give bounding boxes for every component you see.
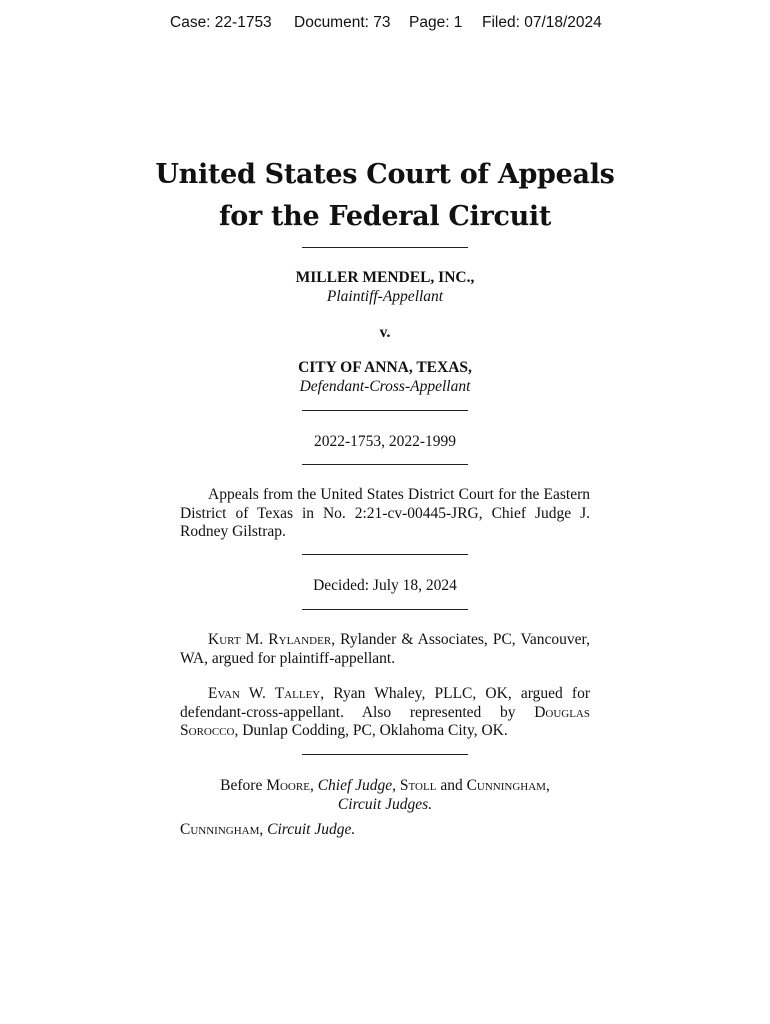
attorney-details: , Dunlap Codding, PC, Oklahoma City, OK. — [234, 722, 508, 739]
comma-separator: , — [392, 777, 400, 794]
panel-line — [180, 776, 590, 814]
appellant-name: MILLER MENDEL, INC., — [295, 269, 475, 286]
counsel-appellant — [180, 631, 590, 668]
divider-rule — [302, 754, 468, 755]
period: . — [428, 796, 433, 813]
period: . — [351, 821, 356, 838]
appellant-block — [180, 268, 590, 306]
counsel-appellee — [180, 685, 590, 741]
judge-name: Moore — [266, 777, 310, 794]
filing-header — [170, 14, 610, 34]
divider-rule — [302, 554, 468, 555]
decided-date: Decided: July 18, 2024 — [313, 577, 457, 594]
comma-separator: , — [259, 821, 268, 838]
appellant-role: Plaintiff-Appellant — [326, 288, 444, 305]
opinion-author — [180, 821, 590, 840]
attorney-name: Kurt M. Rylander — [208, 631, 332, 648]
appellee-block — [180, 358, 590, 396]
panel-title-line — [180, 795, 590, 814]
and-separator: and — [436, 777, 467, 794]
comma-separator: , — [309, 777, 318, 794]
appeal-source: Appeals from the United States District Court for the Eastern District of Texas in No. 2:21-cv-00445-JRG, Chief Judge J. Rodney Gilstrap. — [180, 486, 590, 540]
chief-judge-title: Chief Judge — [317, 777, 393, 794]
divider-rule — [302, 609, 468, 610]
divider-rule — [302, 410, 468, 411]
comma-separator: , — [545, 777, 550, 794]
panel-judges — [180, 776, 590, 795]
appellee-role: Defendant-Cross-Appellant — [299, 378, 471, 395]
judge-name: Cunningham — [466, 777, 546, 794]
case-numbers: 2022-1753, 2022-1999 — [313, 433, 457, 450]
author-title: Circuit Judge — [267, 821, 352, 838]
filed-date-header: Filed: 07/18/2024 — [482, 14, 602, 31]
appellee-name: CITY OF ANNA, TEXAS, — [298, 359, 472, 376]
before-label: Before — [220, 777, 267, 794]
attorney-name: Douglas Sorocco — [180, 703, 590, 739]
case-number-header: Case: 22-1753 — [170, 14, 272, 31]
court-title — [150, 154, 620, 238]
attorney-details: , Ryan Whaley, PLLC, OK, argued for defendant-cross-appellant. Also represented by — [180, 685, 590, 721]
document-number-header: Document: 73 — [294, 14, 391, 31]
divider-rule — [302, 464, 468, 465]
divider-rule — [302, 247, 468, 248]
attorney-details: , Rylander & Associates, PC, Vancouver, WA, argued for plaintiff-appellant. — [180, 631, 590, 667]
judge-name: Stoll — [399, 777, 437, 794]
circuit-judges-title: Circuit Judges — [337, 796, 429, 813]
court-title-line-2: for the Federal Circuit — [218, 201, 552, 232]
author-name: Cunningham — [180, 821, 260, 838]
court-title-line-1: United States Court of Appeals — [155, 159, 615, 190]
page-number-header: Page: 1 — [409, 14, 463, 31]
attorney-name: Evan W. Talley — [208, 685, 321, 702]
versus: v. — [379, 324, 391, 341]
